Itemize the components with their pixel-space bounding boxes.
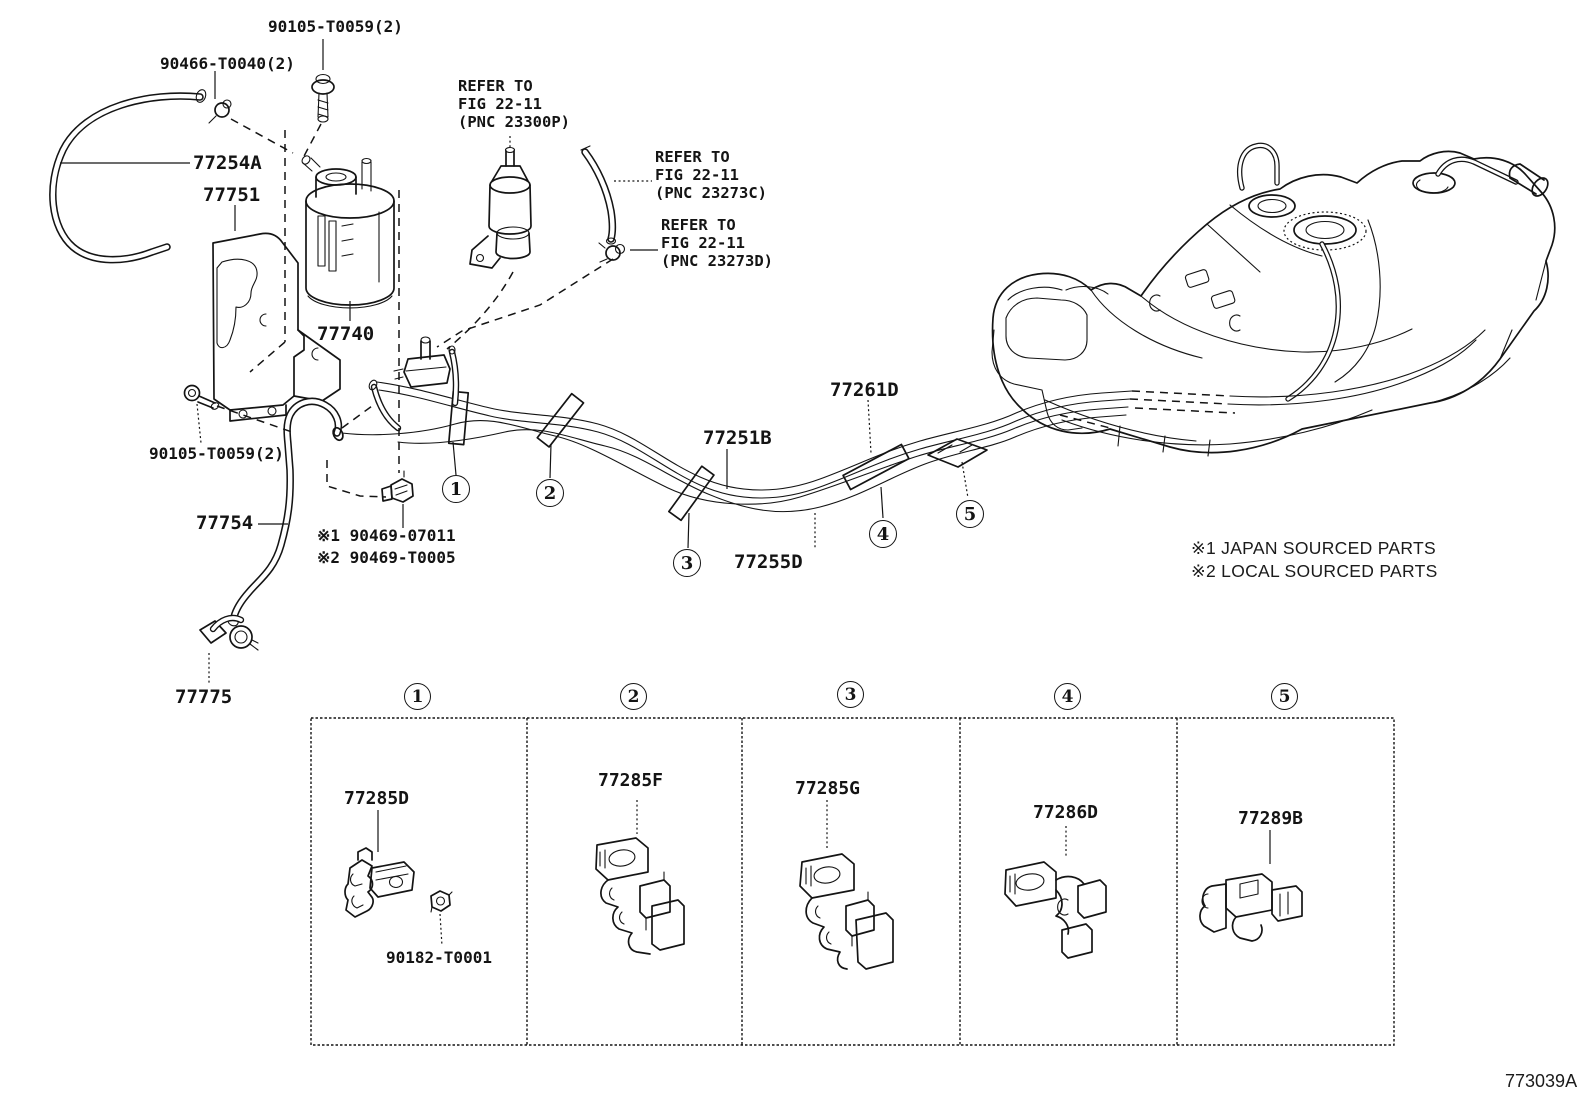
callout-4-diagram: 4 — [869, 520, 897, 548]
callout-2-table: 2 — [620, 683, 647, 710]
callout-2-diagram: 2 — [536, 479, 564, 507]
clamp-77285F-drawing — [596, 800, 684, 954]
label-clip-note-1: ※1 90469-07011 — [317, 526, 456, 545]
refer-clamp-line3: (PNC 23273D) — [661, 252, 773, 270]
callout-1-diagram: 1 — [442, 475, 470, 503]
refer-filter-line1: REFER TO — [458, 77, 533, 95]
label-part-77285F: 77285F — [598, 770, 664, 791]
note-japan-sourced: ※1 JAPAN SOURCED PARTS — [1191, 538, 1436, 558]
clamp-table — [311, 718, 1394, 1045]
label-part-77286D: 77286D — [1033, 802, 1099, 823]
line-clamps-drawing — [449, 391, 987, 520]
clamp-77289B-drawing — [1200, 830, 1302, 941]
leader-lines — [60, 39, 968, 684]
label-tube-77754: 77754 — [196, 512, 254, 534]
label-tube-77251B: 77251B — [703, 427, 772, 449]
drawing-code: 773039A — [1505, 1071, 1578, 1091]
label-part-77289B: 77289B — [1238, 808, 1304, 829]
label-canister-77740: 77740 — [317, 323, 375, 345]
label-part-77285D: 77285D — [344, 788, 410, 809]
refer-clamp-line1: REFER TO — [661, 216, 736, 234]
callout-3-table: 3 — [837, 681, 864, 708]
label-clip-note-2: ※2 90469-T0005 — [317, 548, 456, 567]
fuel-lines-drawing — [342, 330, 1485, 512]
fuel-tank-drawing — [992, 145, 1555, 456]
callout-4-table: 4 — [1054, 683, 1081, 710]
label-part-77285G: 77285G — [795, 778, 861, 799]
refer-hose-line2: FIG 22-11 — [655, 166, 739, 184]
refer-note-clamp-d — [661, 216, 773, 270]
label-connector-77775: 77775 — [175, 686, 233, 708]
clamp-77285G-drawing — [800, 800, 893, 969]
callout-5-table: 5 — [1271, 683, 1298, 710]
clamp-77285D-drawing — [345, 810, 452, 946]
label-part-90182: 90182-T0001 — [386, 948, 492, 967]
refer-note-filter — [458, 77, 570, 131]
label-bolt-left: 90105-T0059(2) — [149, 444, 284, 463]
refer-filter-line2: FIG 22-11 — [458, 95, 542, 113]
label-tube-77261D: 77261D — [830, 379, 899, 401]
refer-clamp-line2: FIG 22-11 — [661, 234, 745, 252]
callout-5-diagram: 5 — [956, 500, 984, 528]
label-clip-top: 90466-T0040(2) — [160, 54, 295, 73]
refer-filter-line3: (PNC 23300P) — [458, 113, 570, 131]
label-bolt-top: 90105-T0059(2) — [268, 17, 403, 36]
note-local-sourced: ※2 LOCAL SOURCED PARTS — [1191, 561, 1438, 581]
label-hose-77254A: 77254A — [193, 152, 262, 174]
label-bracket-77751: 77751 — [203, 184, 261, 206]
label-tube-77255D: 77255D — [734, 551, 803, 573]
refer-note-hose-c — [655, 148, 767, 202]
refer-hose-line1: REFER TO — [655, 148, 730, 166]
callout-1-table: 1 — [404, 683, 431, 710]
refer-hose-line3: (PNC 23273C) — [655, 184, 767, 202]
callout-3-diagram: 3 — [673, 549, 701, 577]
clamp-77286D-drawing — [1005, 826, 1106, 958]
